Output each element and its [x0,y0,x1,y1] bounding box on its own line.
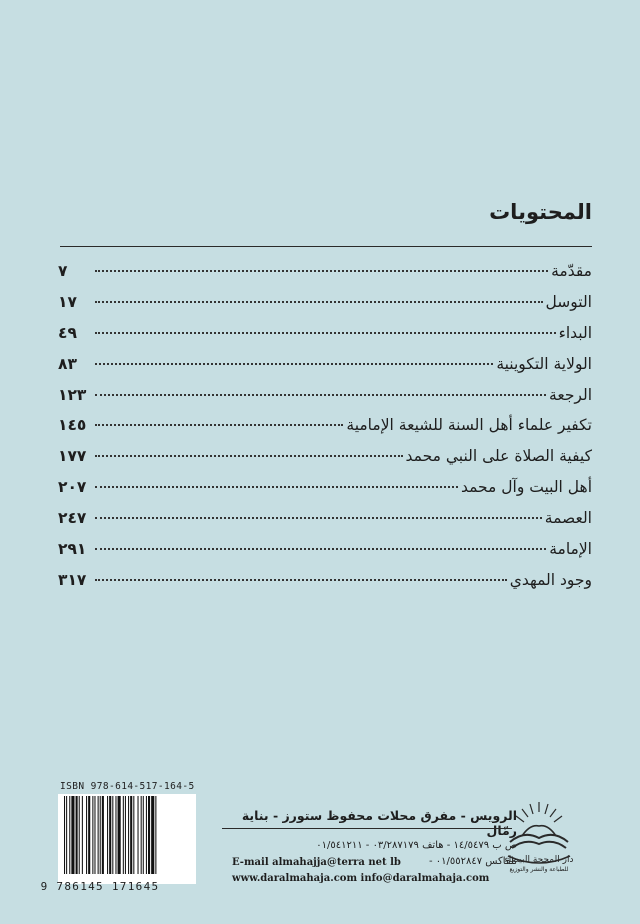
toc-row [58,324,592,355]
toc-entry-label: الرجعة [549,385,592,404]
logo-name: دار المحجة البيضاء [504,855,574,865]
toc-leader-dots [95,424,343,426]
toc-row [58,447,592,478]
toc-leader-dots [95,455,403,457]
toc-entry-page: ١٧٧ [58,447,87,466]
toc-entry-page: ٨٣ [58,354,77,373]
publisher-fax: تلفاكس ٠١/٥٥٢٨٤٧ - [428,856,517,867]
toc-leader-dots [95,517,542,519]
toc-leader-dots [95,394,546,396]
toc-entry-label: تكفير علماء أهل السنة للشيعة الإمامية [346,416,592,435]
toc-title: المحتويات [489,200,592,224]
toc-entry-page: ١٧ [58,292,77,311]
toc-entry-label: مقدّمة [551,262,592,280]
toc-leader-dots [95,332,556,334]
toc-row [58,355,592,386]
toc-entry-page: ٢٩١ [58,540,87,559]
toc-row [58,293,592,324]
publisher-web: www.daralmahaja.com info@daralmahaja.com [232,873,490,884]
toc-leader-dots [95,270,548,272]
barcode-bars [62,796,192,876]
toc-entry-page: ١٢٣ [58,385,87,404]
isbn-text: ISBN 978-614-517-164-5 [60,781,195,792]
toc-row [58,540,592,571]
toc-row [58,416,592,447]
toc-entry-label: البداء [558,323,592,342]
publisher-divider [222,828,512,829]
toc-leader-dots [95,363,493,365]
toc-leader-dots [95,486,458,488]
toc-entry-label: العصمة [544,509,592,528]
toc-row [58,262,592,293]
publisher-address: الرويس - مفرق محلات محفوظ ستورز - بناية رمّال [241,808,517,838]
toc-entry-label: وجود المهدي [509,570,592,589]
toc-entry-page: ٤٩ [58,323,77,342]
toc-entry-page: ٢٠٧ [58,478,87,497]
toc-entry-label: التوسل [545,292,592,311]
toc-row [58,571,592,602]
toc-entry-page: ٢٤٧ [58,509,87,528]
toc-entry-page: ٧ [58,262,68,280]
barcode [58,794,196,884]
toc-row [58,386,592,417]
toc-leader-dots [95,301,543,303]
publisher-phones: ص ب ١٤/٥٤٧٩ - هاتف ٠٣/٢٨٧١٧٩ - ٠١/٥٤١٢١١ [316,840,517,851]
toc-divider [60,246,592,247]
toc-entry-label: الولاية التكوينية [496,354,592,373]
toc-entry-label: أهل البيت وآل محمد [460,478,592,497]
toc-leader-dots [95,548,546,550]
toc-row [58,509,592,540]
barcode-digits: 9 786145 171645 [40,880,160,893]
toc-leader-dots [95,579,507,581]
logo-tagline: للطباعة والنشر والتوزيع [509,866,569,873]
toc-entry-label: كيفية الصلاة على النبي محمد [405,447,592,466]
toc-entry-page: ٣١٧ [58,570,87,589]
toc-entry-label: الإمامة [549,540,592,559]
publisher-email: E-mail almahajja@terra net lb [232,857,401,868]
toc-entry-page: ١٤٥ [58,416,87,435]
toc-row [58,478,592,509]
toc-list [58,262,592,602]
